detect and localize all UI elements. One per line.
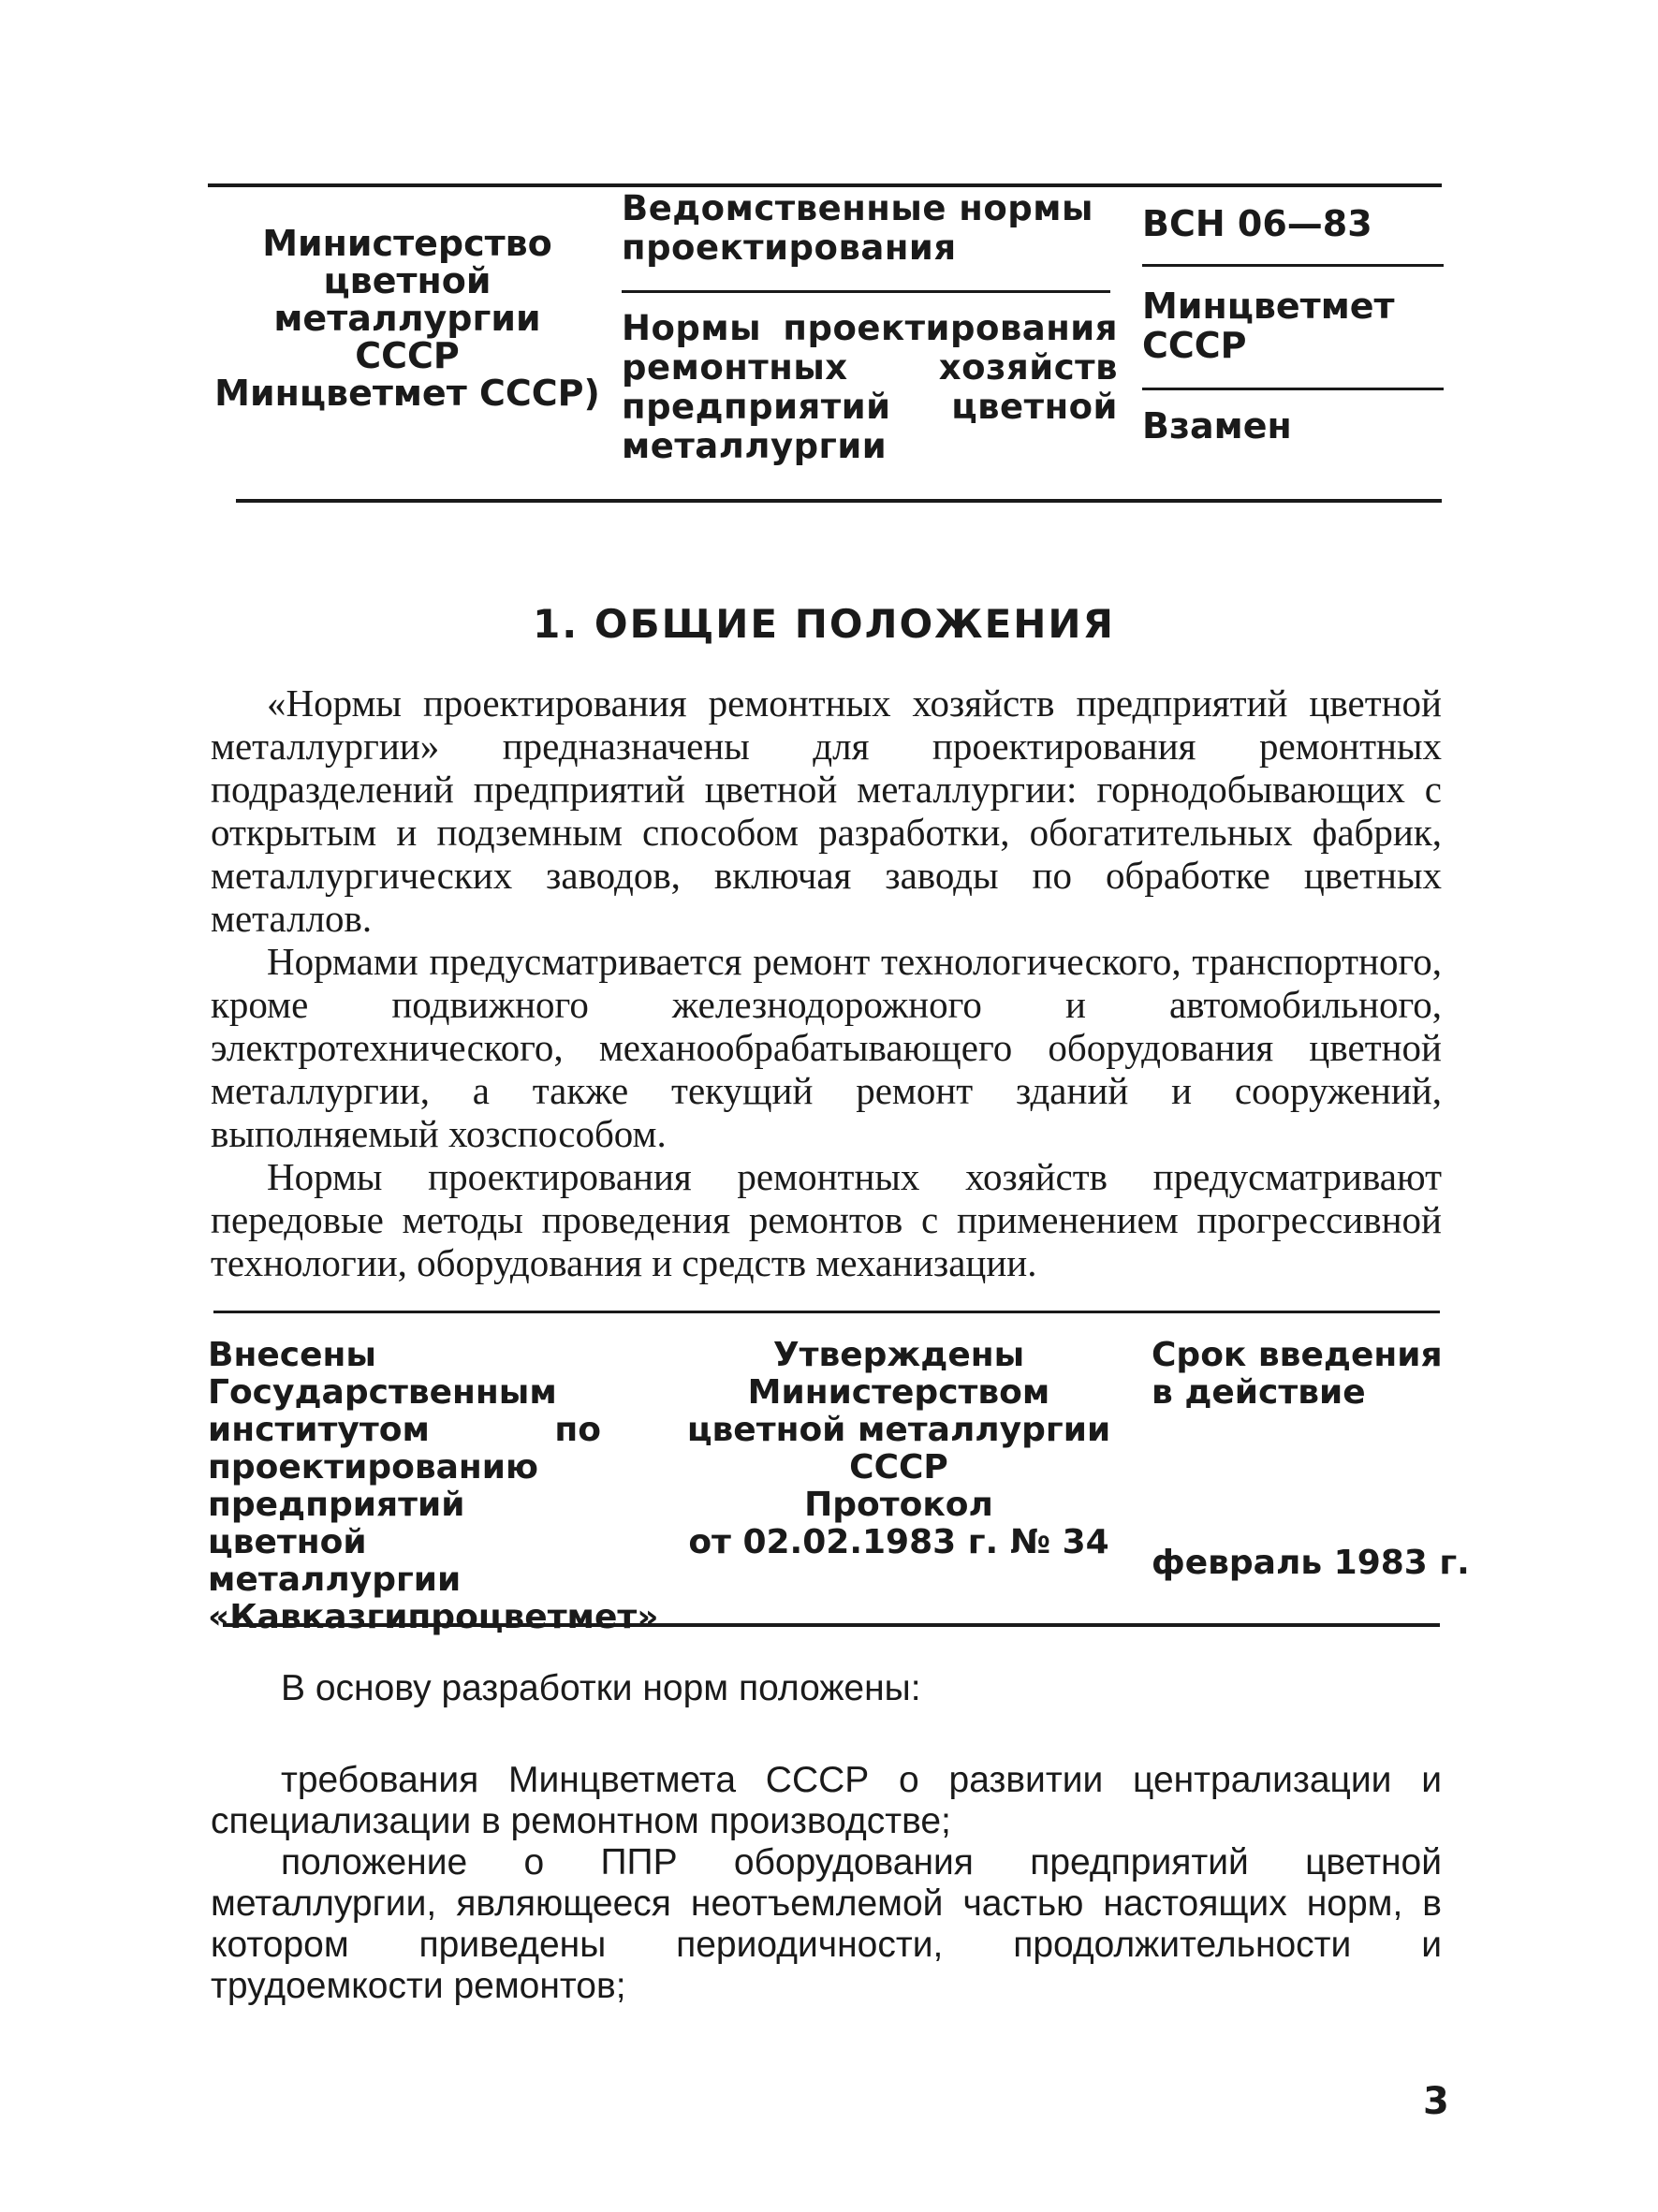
approved-line: цветной металлургии [686, 1411, 1111, 1449]
page-number: 3 [1423, 2080, 1449, 2123]
basis-item: требования Минцветмета СССР о развитии централизации и специализации в ремонтном производстве; [211, 1760, 1442, 1841]
document-code: ВСН 06—83 [1142, 203, 1372, 244]
basis-item: положение о ППР оборудования предприятий цветной металлургии, являющееся неотъемлемой частью настоящих норм, в котором приведены периодичности, продолжительности и трудоемкости ремонтов; [211, 1842, 1442, 2006]
replaces-label: Взамен [1142, 405, 1292, 447]
document-title: Нормы проектирования ремонтных хозяйств предприятий цветной металлургии [622, 308, 1118, 466]
body-paragraph: Нормами предусматривается ремонт технологического, транспортного, кроме подвижного железнодорожного и автомобильного, электротехнического, механообрабатывающего оборудования цветной металлургии, а также текущий ремонт зданий и сооружений, выполняемый хозспособом. [211, 940, 1442, 1155]
ministry-abbreviation: Минцветмет СССР [1142, 286, 1395, 366]
basis-intro-text: В основу разработки норм положены: [281, 1668, 921, 1708]
approved-line: СССР [849, 1448, 948, 1487]
header-top-rule [208, 183, 1442, 187]
header-right-divider-2 [1142, 388, 1444, 390]
effective-label: Срок введения в действие [1152, 1336, 1443, 1412]
org-line: Министерство [262, 223, 552, 264]
body-paragraph: Нормы проектирования ремонтных хозяйств предусматривают передовые методы проведения ремонтов с применением прогрессивной технологии, оборудования и средств механизации. [211, 1155, 1442, 1284]
issuing-organization [211, 225, 604, 412]
basis-list [211, 1760, 1442, 2007]
header-mid-divider [622, 290, 1110, 293]
approved-line: Утверждены [772, 1336, 1025, 1374]
body-paragraph: «Нормы проектирования ремонтных хозяйств предприятий цветной металлургии» предназначены для проектирования ремонтных подразделений предприятий цветной металлургии: горнодобывающих с открытым и подземным способом разработки, обогатительных фабрик, металлургических заводов, включая заводы по обработке цветных металлов. [211, 681, 1442, 940]
submitted-by: Внесены Государственным институтом по проектированию предприятий цветной металлургии «Кавказгипроцветмет» [208, 1336, 659, 1636]
approved-line: от 02.02.1983 г. № 34 [688, 1523, 1109, 1561]
header-right-divider-1 [1142, 264, 1444, 267]
basis-intro [211, 1668, 1442, 1709]
document-type: Ведомственные нормы проектирования [622, 188, 1093, 268]
org-line: цветной [323, 260, 492, 301]
approved-line: Министерством [747, 1373, 1050, 1412]
effective-date: февраль 1983 г. [1152, 1544, 1470, 1582]
effective-date-block [1152, 1336, 1470, 1582]
section-title: 1. ОБЩИЕ ПОЛОЖЕНИЯ [533, 601, 1115, 647]
header-bottom-rule [236, 499, 1442, 503]
org-line: СССР [355, 335, 460, 376]
section-body [211, 681, 1442, 1284]
org-line: Минцветмет СССР) [214, 373, 600, 414]
approved-line: Протокол [804, 1486, 993, 1524]
org-line: металлургии [273, 298, 541, 339]
info-top-rule [213, 1311, 1440, 1313]
approved-by [683, 1337, 1114, 1561]
